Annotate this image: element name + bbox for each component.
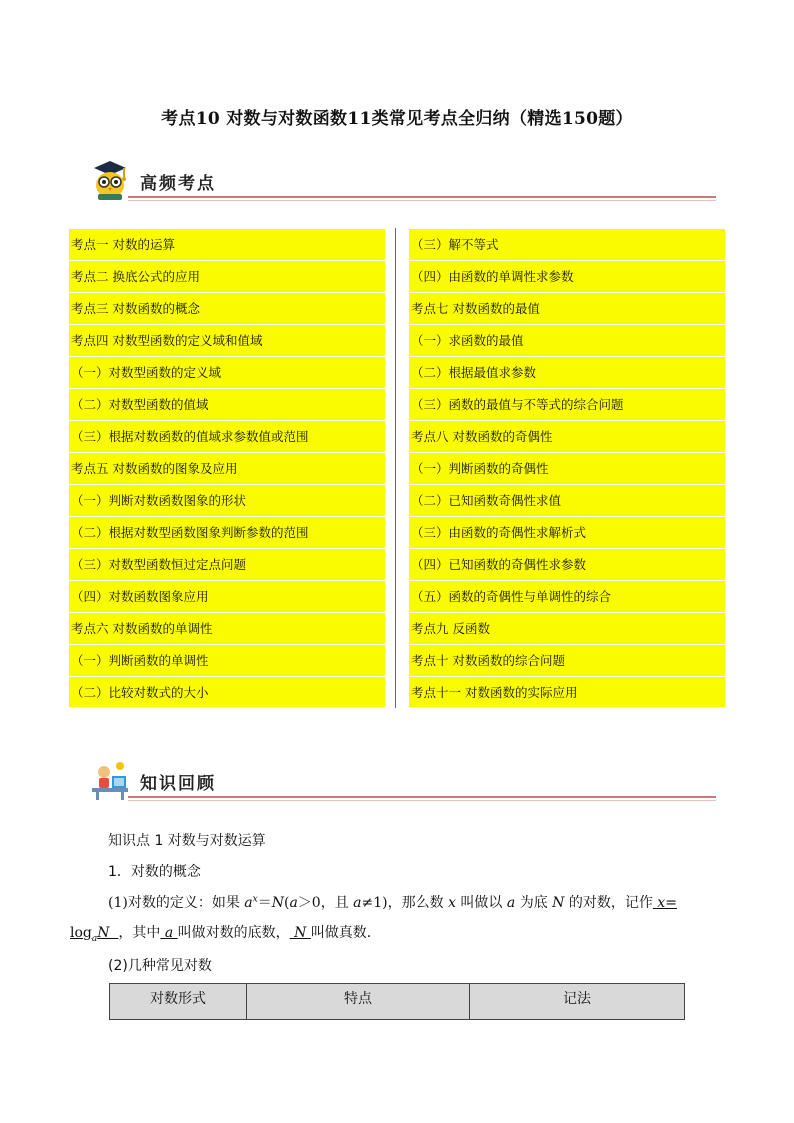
- toc-item[interactable]: 考点六 对数函数的单调性: [71, 621, 213, 636]
- table-header-cell: 记法: [470, 984, 685, 1020]
- toc-item[interactable]: 考点十 对数函数的综合问题: [411, 653, 565, 668]
- toc-item[interactable]: （五）函数的奇偶性与单调性的综合: [411, 589, 612, 604]
- page-title: 考点10 对数与对数函数11类常见考点全归纳（精选150题）: [161, 109, 633, 129]
- toc-item[interactable]: （三）函数的最值与不等式的综合问题: [411, 397, 624, 412]
- subsection-heading: (2)几种常见对数: [108, 958, 212, 974]
- toc-divider: [395, 228, 396, 708]
- toc-item[interactable]: （四）已知函数的奇偶性求参数: [411, 557, 587, 572]
- toc-item[interactable]: （一）对数型函数的定义域: [71, 365, 222, 380]
- toc-item[interactable]: （三）根据对数函数的值域求参数值或范围: [71, 429, 309, 444]
- toc-item[interactable]: （三）解不等式: [411, 237, 499, 252]
- answer-blank-1: x=: [652, 895, 677, 911]
- section-title-high-frequency: 高频考点: [140, 174, 216, 194]
- section-banner-high-frequency: [88, 158, 716, 204]
- answer-blank-2: a: [160, 925, 178, 941]
- teacher-owl-icon: [88, 158, 132, 202]
- toc-item[interactable]: 考点二 换底公式的应用: [71, 269, 200, 284]
- toc-item[interactable]: （四）由函数的单调性求参数: [411, 269, 574, 284]
- toc-item[interactable]: 考点一 对数的运算: [71, 237, 175, 252]
- section-title-knowledge-review: 知识回顾: [140, 774, 216, 794]
- toc-item[interactable]: 考点十一 对数函数的实际应用: [411, 685, 578, 700]
- student-desk-icon: [88, 758, 132, 802]
- toc-item[interactable]: 考点八 对数函数的奇偶性: [411, 429, 553, 444]
- toc-item[interactable]: （一）判断对数函数图象的形状: [71, 493, 247, 508]
- toc-item[interactable]: 考点四 对数型函数的定义域和值域: [71, 333, 263, 348]
- definition-line-1: (1)对数的定义：如果 $a^x=N(a>0$，且 a≠1)，那么数 x 叫做以 a 为底 N 的对数，记作 x=: [108, 894, 677, 911]
- table-header-cell: 对数形式: [110, 984, 247, 1020]
- toc-column-right: [409, 229, 725, 707]
- toc-item[interactable]: （三）由函数的奇偶性求解析式: [411, 525, 587, 540]
- toc-item[interactable]: （三）对数型函数恒过定点问题: [71, 557, 247, 572]
- toc-item[interactable]: 考点五 对数函数的图象及应用: [71, 461, 238, 476]
- answer-blank-3: N: [289, 925, 311, 941]
- toc-item[interactable]: 考点三 对数函数的概念: [71, 301, 200, 316]
- section-banner-knowledge-review: [88, 758, 716, 804]
- toc-item[interactable]: （二）对数型函数的值域: [71, 397, 209, 412]
- toc-item[interactable]: 考点九 反函数: [411, 621, 490, 636]
- knowledge-point-heading: 知识点 1 对数与对数运算: [108, 833, 266, 849]
- toc-item[interactable]: （二）已知函数奇偶性求值: [411, 493, 562, 508]
- toc-item[interactable]: 考点七 对数函数的最值: [411, 301, 540, 316]
- toc-item[interactable]: （二）根据最值求参数: [411, 365, 537, 380]
- toc-item[interactable]: （一）求函数的最值: [411, 333, 524, 348]
- table-header-cell: 特点: [247, 984, 470, 1020]
- toc-item[interactable]: （四）对数函数图象应用: [71, 589, 209, 604]
- definition-line-2: $\log_aN$ ，其中 a 叫做对数的底数， N 叫做真数．: [70, 925, 381, 944]
- toc-column-left: [69, 229, 385, 707]
- toc-item[interactable]: （二）比较对数式的大小: [71, 685, 209, 700]
- toc-item[interactable]: （二）根据对数型函数图象判断参数的范围: [71, 525, 309, 540]
- toc-item[interactable]: （一）判断函数的奇偶性: [411, 461, 549, 476]
- log-types-table: [109, 983, 685, 1020]
- toc-item[interactable]: （一）判断函数的单调性: [71, 653, 209, 668]
- subsection-heading: 1．对数的概念: [108, 864, 201, 880]
